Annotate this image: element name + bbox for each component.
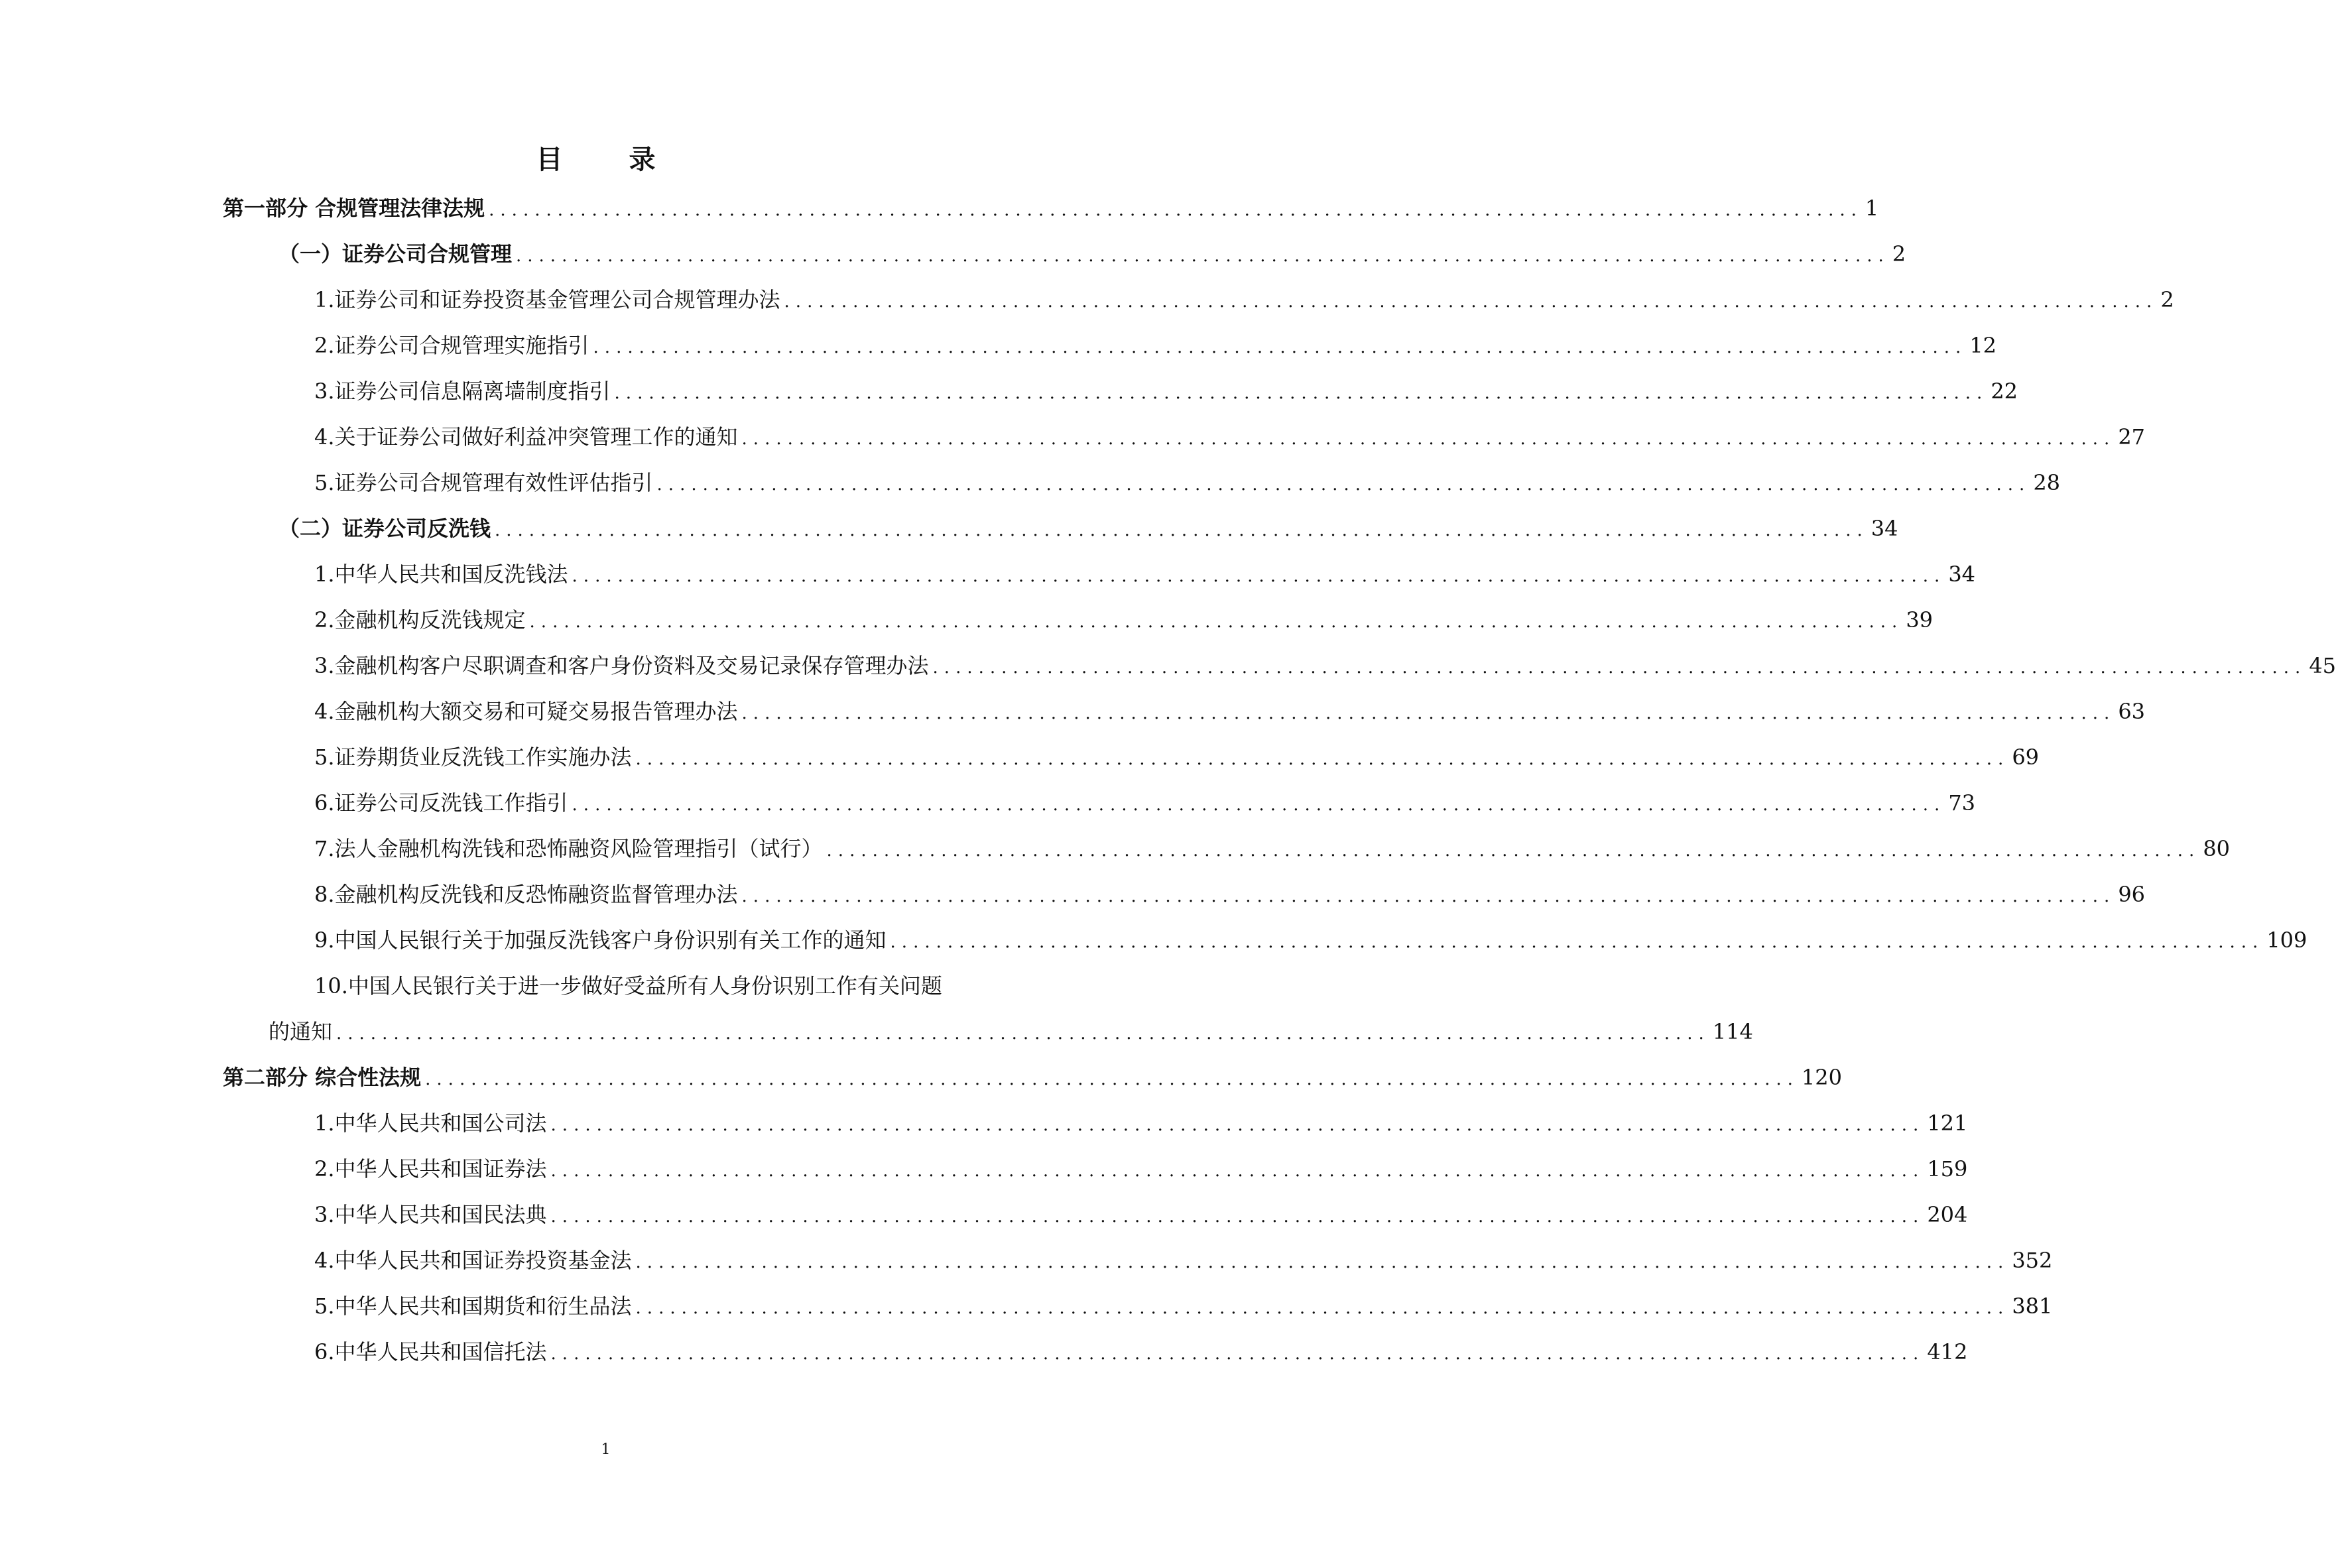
toc-page-number: 80 <box>2203 836 2231 861</box>
toc-item-row[interactable] <box>314 1333 1968 1370</box>
toc-item-row[interactable] <box>314 601 1934 638</box>
toc-entry-title: 3.中华人民共和国民法典 <box>314 1202 547 1227</box>
toc-item-row[interactable] <box>269 1013 1753 1050</box>
dot-leader: ........................................................................................................................ <box>572 795 1946 815</box>
toc-item-row[interactable] <box>314 464 2061 501</box>
dot-leader: ........................................................................................................................ <box>826 841 2201 861</box>
toc-part-row[interactable] <box>223 1059 1842 1096</box>
toc-entry-title: 第一部分 合规管理法律法规 <box>223 196 485 221</box>
dot-leader: ........................................................................................................................ <box>635 1298 2010 1318</box>
dot-leader: ........................................................................................................................ <box>635 1252 2010 1272</box>
toc-item-row[interactable] <box>314 1196 1968 1233</box>
toc-page-number: 45 <box>2309 653 2336 678</box>
dot-leader: ........................................................................................................................ <box>593 337 1967 357</box>
toc-item-row[interactable] <box>314 373 2018 410</box>
toc-item-row[interactable] <box>314 876 2146 913</box>
toc-page-number: 109 <box>2266 928 2307 953</box>
toc-page-number: 1 <box>1865 196 1879 221</box>
toc-page-number: 34 <box>1948 562 1976 587</box>
page-number: 1 <box>601 1441 611 1458</box>
toc-item-row[interactable] <box>314 830 2231 867</box>
toc-page-number: 120 <box>1801 1065 1842 1090</box>
dot-leader: ........................................................................................................................ <box>784 292 2158 312</box>
toc-page-number: 159 <box>1927 1156 1968 1181</box>
toc-entry-title: 5.中华人民共和国期货和衍生品法 <box>314 1294 632 1319</box>
toc-entry-title: （一）证券公司合规管理 <box>278 241 513 267</box>
toc-item-row[interactable] <box>314 418 2146 455</box>
toc-entry-title: （二）证券公司反洗钱 <box>278 516 491 541</box>
dot-leader: ........................................................................................................................ <box>890 932 2264 952</box>
toc-entry-title: 6.证券公司反洗钱工作指引 <box>314 790 568 815</box>
dot-leader: ........................................................................................................................ <box>635 749 2010 769</box>
toc-page-number: 69 <box>2012 745 2040 770</box>
toc-entry-title: 4.金融机构大额交易和可疑交易报告管理办法 <box>314 699 738 724</box>
toc-page-number: 2 <box>2160 287 2174 312</box>
toc-entry-title: 2.中华人民共和国证券法 <box>314 1156 547 1181</box>
toc-page-number: 114 <box>1712 1019 1753 1044</box>
toc-page-number: 34 <box>1871 516 1898 541</box>
toc-page-number: 2 <box>1892 241 1906 267</box>
dot-leader: ........................................................................................................................ <box>572 566 1946 586</box>
toc-item-row[interactable] <box>314 647 2336 684</box>
toc-entry-title: 7.法人金融机构洗钱和恐怖融资风险管理指引（试行） <box>314 836 823 861</box>
toc-item-row[interactable] <box>314 784 1976 821</box>
toc-section-row[interactable] <box>278 235 1906 272</box>
dot-leader: ........................................................................................................................ <box>495 520 1869 540</box>
toc-entry-title: 6.中华人民共和国信托法 <box>314 1339 547 1364</box>
dot-leader: ........................................................................................................................ <box>550 1161 1925 1181</box>
dot-leader: ........................................................................................................................ <box>741 886 2116 906</box>
toc-entry-title: 2.证券公司合规管理实施指引 <box>314 333 589 358</box>
toc-entry-title: 第二部分 综合性法规 <box>223 1065 422 1090</box>
toc-section-row[interactable] <box>278 510 1898 547</box>
dot-leader: ........................................................................................................................ <box>741 429 2116 449</box>
toc-entry-title: 的通知 <box>269 1019 333 1044</box>
toc-item-row[interactable] <box>314 556 1976 593</box>
toc-page-number: 204 <box>1927 1202 1968 1227</box>
toc-entry-title: 1.中华人民共和国公司法 <box>314 1111 547 1136</box>
toc-entry-title: 1.证券公司和证券投资基金管理公司合规管理办法 <box>314 287 780 312</box>
toc-page-number: 412 <box>1927 1339 1968 1364</box>
toc-page-number: 63 <box>2118 699 2146 724</box>
toc-page-number: 73 <box>1948 790 1976 815</box>
toc-page-number: 28 <box>2033 470 2061 495</box>
toc-entry-title: 3.金融机构客户尽职调查和客户身份资料及交易记录保存管理办法 <box>314 653 929 678</box>
dot-leader: ........................................................................................................................ <box>489 200 1863 220</box>
dot-leader: ........................................................................................................................ <box>932 658 2307 678</box>
toc-page-number: 352 <box>2012 1248 2053 1273</box>
toc-page-number: 22 <box>1991 379 2018 404</box>
toc-page-number: 96 <box>2118 882 2146 907</box>
toc-part-row[interactable] <box>223 190 1879 227</box>
toc-entry-title: 4.中华人民共和国证券投资基金法 <box>314 1248 632 1273</box>
toc-entry-title: 9.中国人民银行关于加强反洗钱客户身份识别有关工作的通知 <box>314 928 887 953</box>
dot-leader: ........................................................................................................................ <box>425 1069 1799 1089</box>
dot-leader: ........................................................................................................................ <box>516 246 1890 266</box>
dot-leader: ........................................................................................................................ <box>741 703 2116 723</box>
dot-leader: ........................................................................................................................ <box>529 612 1904 632</box>
toc-entry-title: 5.证券期货业反洗钱工作实施办法 <box>314 745 632 770</box>
toc-item-row[interactable] <box>314 739 2040 776</box>
toc-item-row[interactable] <box>314 967 1016 1004</box>
dot-leader: ........................................................................................................................ <box>656 475 2031 495</box>
toc-entry-title: 4.关于证券公司做好利益冲突管理工作的通知 <box>314 424 738 450</box>
dot-leader: ........................................................................................................................ <box>550 1115 1925 1135</box>
toc-entry-title: 10.中国人民银行关于进一步做好受益所有人身份识别工作有关问题 <box>314 973 942 998</box>
dot-leader: ........................................................................................................................ <box>336 1024 1710 1044</box>
toc-page-number: 121 <box>1927 1111 1968 1136</box>
toc-item-row[interactable] <box>314 693 2146 730</box>
toc-entry-title: 5.证券公司合规管理有效性评估指引 <box>314 470 653 495</box>
toc-entry-title: 3.证券公司信息隔离墙制度指引 <box>314 379 611 404</box>
toc-page-number: 381 <box>2012 1294 2053 1319</box>
toc-entry-title: 8.金融机构反洗钱和反恐怖融资监督管理办法 <box>314 882 738 907</box>
toc-page-number: 39 <box>1906 607 1934 633</box>
toc-item-row[interactable] <box>314 1150 1968 1187</box>
toc-item-row[interactable] <box>314 1242 2053 1279</box>
dot-leader: ........................................................................................................................ <box>550 1344 1925 1364</box>
toc-entry-title: 2.金融机构反洗钱规定 <box>314 607 526 633</box>
toc-item-row[interactable] <box>314 1288 2053 1325</box>
page-title: 目 录 <box>536 144 676 175</box>
toc-page-number: 27 <box>2118 424 2146 450</box>
dot-leader: ........................................................................................................................ <box>550 1207 1925 1227</box>
toc-page-number: 12 <box>1969 333 1997 358</box>
toc-item-row[interactable] <box>314 327 1997 364</box>
toc-item-row[interactable] <box>314 281 2174 318</box>
toc-entry-title: 1.中华人民共和国反洗钱法 <box>314 562 568 587</box>
toc-item-row[interactable] <box>314 1105 1968 1142</box>
toc-item-row[interactable] <box>314 922 2307 959</box>
dot-leader: ........................................................................................................................ <box>614 383 1989 403</box>
